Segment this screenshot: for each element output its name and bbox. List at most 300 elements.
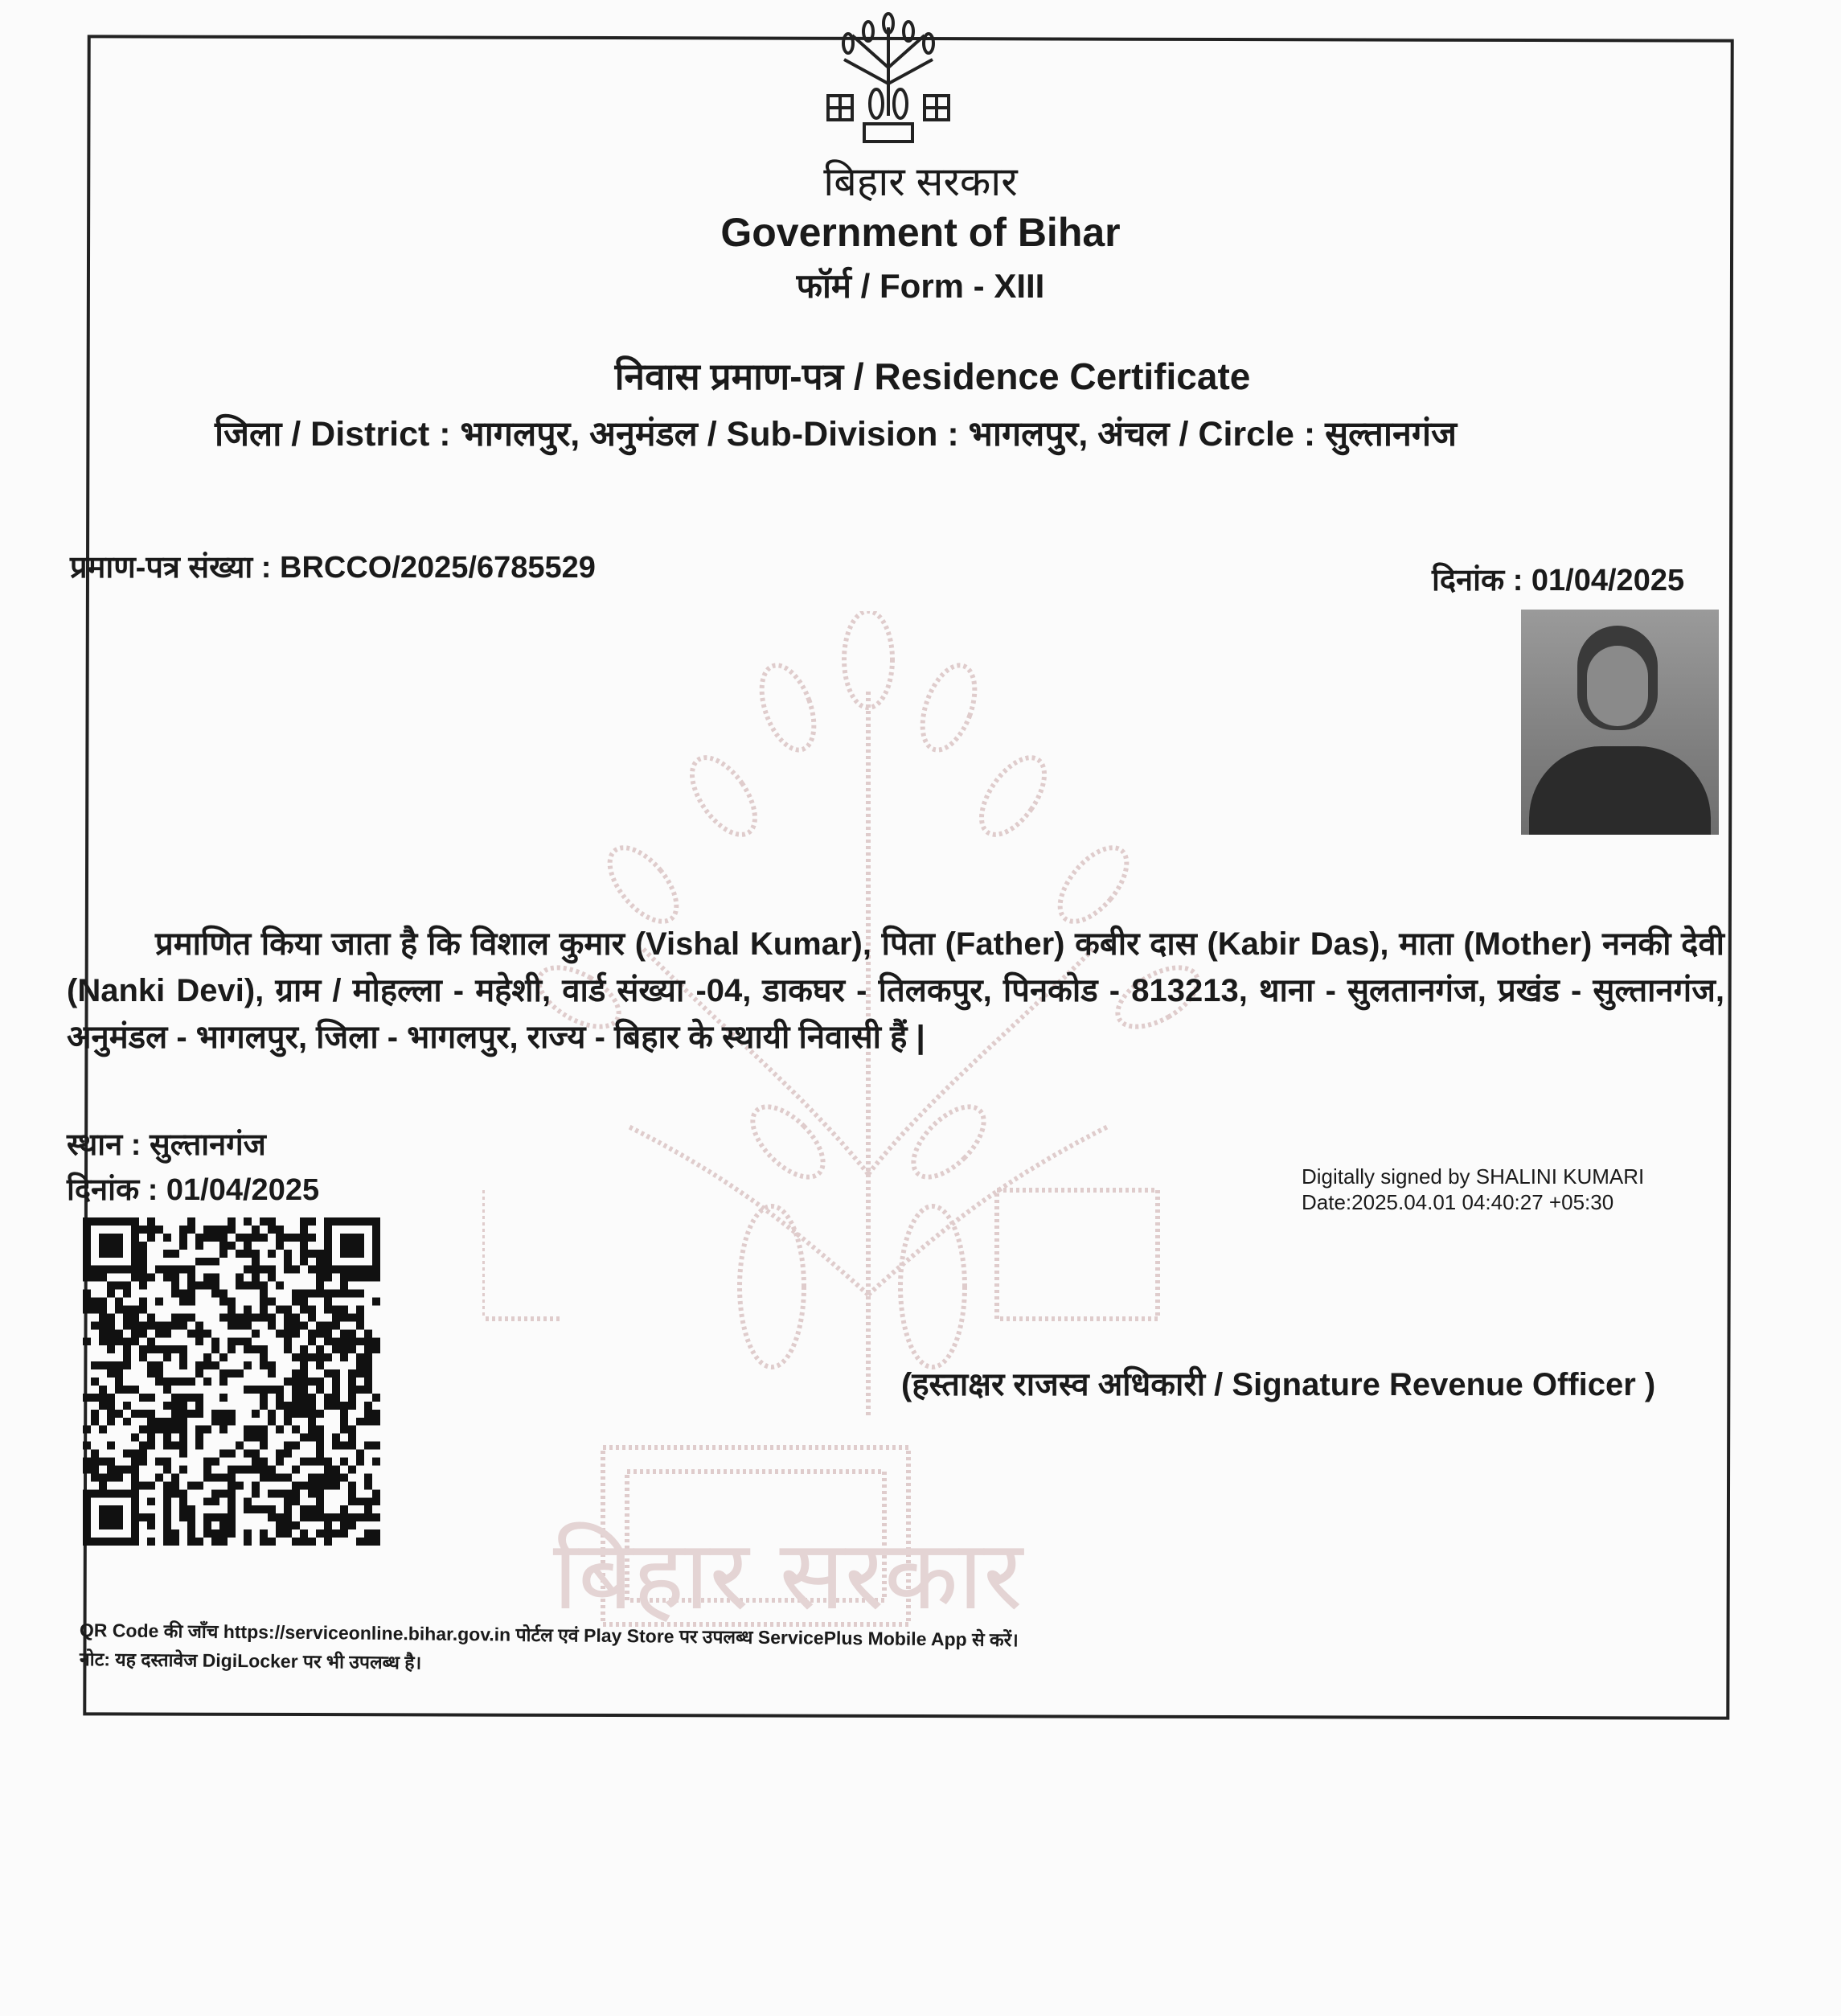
qr-module [139,1274,147,1282]
qr-module [340,1305,348,1313]
qr-module [163,1378,171,1386]
qr-code[interactable] [83,1217,380,1546]
qr-module [308,1250,316,1258]
qr-module [364,1378,372,1386]
qr-module [171,1290,179,1298]
qr-module [131,1329,139,1337]
bihar-emblem-icon [820,11,957,144]
qr-module [131,1538,139,1546]
qr-module [348,1521,356,1529]
qr-module [308,1337,316,1345]
qr-module [115,1386,123,1394]
qr-module [324,1529,332,1538]
qr-module [316,1481,324,1489]
qr-module [131,1521,139,1529]
qr-module [364,1505,372,1513]
qr-module [123,1345,131,1353]
qr-module [147,1369,155,1378]
qr-module [348,1378,356,1386]
qr-module [364,1402,372,1410]
qr-module [179,1489,187,1497]
qr-module [179,1266,187,1274]
qr-module [276,1489,284,1497]
qr-module [123,1450,131,1458]
qr-module [139,1321,147,1329]
qr-module [356,1353,364,1361]
qr-module [372,1410,380,1418]
qr-module [147,1418,155,1426]
qr-module [252,1434,260,1442]
qr-module [228,1481,236,1489]
qr-module [372,1394,380,1402]
bihar-emblem-watermark [482,611,1254,1632]
qr-module [163,1418,171,1426]
digital-signature-date: Date:2025.04.01 04:40:27 +05:30 [1302,1190,1614,1214]
qr-module [292,1386,300,1394]
qr-module [348,1290,356,1298]
qr-module [115,1369,123,1378]
qr-module [163,1321,171,1329]
qr-module [203,1473,211,1481]
qr-module [356,1250,364,1258]
qr-module [284,1521,292,1529]
qr-module [107,1489,115,1497]
qr-module [324,1473,332,1481]
qr-module [83,1521,91,1529]
qr-module [300,1458,308,1466]
qr-module [308,1434,316,1442]
title-hindi: बिहार सरकार [823,159,1018,204]
qr-module [356,1313,364,1321]
qr-module [228,1410,236,1418]
qr-module [276,1329,284,1337]
qr-module [83,1465,91,1473]
qr-module [139,1410,147,1418]
qr-module [99,1305,107,1313]
qr-module [211,1458,219,1466]
qr-module [356,1369,364,1378]
qr-module [99,1298,107,1306]
qr-module [219,1313,228,1321]
qr-module [292,1290,300,1298]
qr-module [99,1505,107,1513]
qr-module [284,1313,292,1321]
qr-module [292,1402,300,1410]
qr-module [195,1242,203,1250]
qr-module [91,1321,99,1329]
qr-module [252,1450,260,1458]
qr-module [131,1337,139,1345]
qr-module [324,1242,332,1250]
qr-module [83,1258,91,1266]
qr-module [316,1266,324,1274]
qr-module [276,1282,284,1290]
qr-module [99,1513,107,1521]
qr-module [195,1234,203,1242]
qr-module [163,1234,171,1242]
qr-module [123,1266,131,1274]
qr-module [284,1329,292,1337]
qr-module [139,1226,147,1234]
qr-module [115,1234,123,1242]
qr-module [203,1529,211,1538]
qr-module [372,1298,380,1306]
qr-module [332,1402,340,1410]
qr-module [155,1418,163,1426]
qr-module [91,1274,99,1282]
qr-module [268,1465,276,1473]
qr-module [316,1442,324,1450]
qr-module [115,1217,123,1226]
qr-module [211,1345,219,1353]
qr-module [332,1337,340,1345]
qr-module [219,1378,228,1386]
qr-module [348,1465,356,1473]
qr-module [123,1290,131,1298]
qr-module [332,1442,340,1450]
qr-module [340,1242,348,1250]
qr-module [364,1418,372,1426]
qr-module [252,1329,260,1337]
qr-module [308,1473,316,1481]
qr-module [372,1274,380,1282]
qr-module [187,1298,195,1306]
qr-module [284,1250,292,1258]
qr-module [99,1402,107,1410]
qr-module [131,1226,139,1234]
qr-module [348,1442,356,1450]
qr-module [179,1378,187,1386]
qr-module [171,1538,179,1546]
qr-module [195,1329,203,1337]
qr-module [332,1313,340,1321]
qr-module [268,1274,276,1282]
qr-module [91,1458,99,1466]
qr-module [115,1521,123,1529]
qr-module [131,1386,139,1394]
qr-module [163,1434,171,1442]
qr-module [107,1266,115,1274]
form-number: फॉर्म / Form - XIII [796,267,1045,305]
qr-module [131,1305,139,1313]
qr-module [268,1217,276,1226]
place: स्थान : सुल्तानगंज [67,1128,266,1162]
qr-module [244,1465,252,1473]
qr-module [131,1513,139,1521]
qr-module [372,1217,380,1226]
qr-module [252,1234,260,1242]
qr-module [107,1505,115,1513]
qr-module [324,1234,332,1242]
qr-module [316,1353,324,1361]
qr-module [163,1489,171,1497]
qr-module [372,1345,380,1353]
qr-module [308,1266,316,1274]
qr-module [300,1410,308,1418]
qr-module [99,1266,107,1274]
qr-module [171,1321,179,1329]
qr-module [268,1226,276,1234]
qr-module [324,1394,332,1402]
qr-module [324,1321,332,1329]
qr-module [155,1426,163,1434]
qr-module [123,1313,131,1321]
qr-module [139,1298,147,1306]
qr-module [348,1426,356,1434]
qr-module [348,1313,356,1321]
qr-module [203,1458,211,1466]
qr-module [228,1513,236,1521]
qr-module [284,1234,292,1242]
qr-module [244,1450,252,1458]
qr-module [131,1434,139,1442]
qr-module [324,1298,332,1306]
qr-module [292,1489,300,1497]
qr-module [364,1266,372,1274]
qr-module [179,1450,187,1458]
qr-module [340,1282,348,1290]
qr-module [147,1521,155,1529]
qr-module [244,1234,252,1242]
qr-module [308,1329,316,1337]
qr-module [260,1234,268,1242]
qr-module [244,1313,252,1321]
qr-module [244,1426,252,1434]
qr-module [83,1513,91,1521]
qr-verification-note: QR Code की जाँच https://serviceonline.bihar.gov.in पोर्टल एवं Play Store पर उपलब्ध ServicePlus Mobile App से करें। [79,1620,1019,1651]
qr-module [228,1217,236,1226]
qr-module [228,1305,236,1313]
qr-module [364,1329,372,1337]
qr-module [107,1321,115,1329]
qr-module [276,1394,284,1402]
qr-module [316,1386,324,1394]
qr-module [308,1489,316,1497]
qr-module [276,1513,284,1521]
qr-module [268,1538,276,1546]
qr-module [91,1473,99,1481]
qr-module [155,1361,163,1369]
qr-module [308,1378,316,1386]
qr-module [219,1242,228,1250]
qr-module [316,1329,324,1337]
qr-module [316,1505,324,1513]
qr-module [187,1313,195,1321]
qr-module [300,1505,308,1513]
qr-module [155,1266,163,1274]
qr-module [260,1298,268,1306]
qr-module [147,1217,155,1226]
qr-module [252,1426,260,1434]
qr-module [91,1489,99,1497]
qr-module [107,1465,115,1473]
qr-module [364,1217,372,1226]
qr-module [107,1250,115,1258]
qr-module [139,1250,147,1258]
qr-module [268,1298,276,1306]
qr-module [163,1497,171,1505]
certificate-title: निवास प्रमाण-पत्र / Residence Certificate [614,355,1251,397]
qr-module [356,1290,364,1298]
qr-module [292,1521,300,1529]
qr-module [324,1353,332,1361]
qr-module [372,1489,380,1497]
qr-module [195,1361,203,1369]
qr-module [340,1402,348,1410]
qr-module [115,1410,123,1418]
qr-module [171,1402,179,1410]
qr-module [228,1473,236,1481]
qr-module [348,1369,356,1378]
qr-module [284,1489,292,1497]
qr-module [179,1394,187,1402]
qr-module [219,1369,228,1378]
qr-module [340,1266,348,1274]
qr-module [123,1305,131,1313]
qr-module [244,1337,252,1345]
qr-module [300,1298,308,1306]
qr-module [147,1426,155,1434]
qr-module [276,1234,284,1242]
qr-module [348,1394,356,1402]
qr-module [211,1226,219,1234]
qr-module [155,1473,163,1481]
qr-module [139,1345,147,1353]
qr-module [332,1513,340,1521]
qr-module [107,1458,115,1466]
qr-module [211,1274,219,1282]
jurisdiction-line: जिला / District : भागलपुर, अनुमंडल / Sub-Division : भागलपुर, अंचल / Circle : सुल्तानगंज [215,415,1457,454]
qr-module [324,1465,332,1473]
qr-module [260,1505,268,1513]
qr-module [171,1394,179,1402]
qr-module [300,1394,308,1402]
qr-module [316,1458,324,1466]
qr-module [107,1394,115,1402]
qr-module [123,1489,131,1497]
qr-module [187,1290,195,1298]
qr-module [219,1513,228,1521]
qr-module [300,1378,308,1386]
qr-module [252,1313,260,1321]
qr-module [147,1434,155,1442]
qr-module [147,1394,155,1402]
qr-module [292,1369,300,1378]
qr-module [187,1266,195,1274]
qr-module [219,1298,228,1306]
qr-module [276,1386,284,1394]
qr-module [211,1497,219,1505]
qr-module [123,1465,131,1473]
qr-module [195,1538,203,1546]
qr-module [308,1353,316,1361]
qr-module [300,1513,308,1521]
qr-module [244,1250,252,1258]
qr-module [276,1242,284,1250]
qr-module [324,1226,332,1234]
qr-module [107,1361,115,1369]
qr-module [364,1337,372,1345]
qr-module [147,1226,155,1234]
qr-module [99,1313,107,1321]
qr-module [139,1282,147,1290]
qr-module [107,1345,115,1353]
qr-module [211,1282,219,1290]
qr-module [332,1394,340,1402]
qr-module [155,1369,163,1378]
qr-module [300,1242,308,1250]
qr-module [147,1313,155,1321]
qr-module [83,1394,91,1402]
qr-module [203,1378,211,1386]
qr-module [372,1337,380,1345]
qr-module [252,1345,260,1353]
qr-module [107,1521,115,1529]
qr-module [211,1489,219,1497]
qr-module [171,1481,179,1489]
qr-module [228,1529,236,1538]
qr-module [356,1321,364,1329]
qr-module [276,1529,284,1538]
qr-module [195,1369,203,1378]
qr-module [340,1473,348,1481]
qr-module [372,1418,380,1426]
qr-module [163,1386,171,1394]
qr-module [115,1465,123,1473]
qr-module [107,1337,115,1345]
qr-module [115,1337,123,1345]
qr-module [171,1313,179,1321]
qr-module [139,1442,147,1450]
qr-module [228,1345,236,1353]
qr-module [147,1513,155,1521]
qr-module [316,1410,324,1418]
qr-module [107,1313,115,1321]
qr-module [284,1410,292,1418]
qr-module [163,1521,171,1529]
qr-module [332,1305,340,1313]
qr-module [364,1369,372,1378]
qr-module [340,1426,348,1434]
qr-module [83,1529,91,1538]
qr-module [171,1378,179,1386]
qr-module [187,1226,195,1234]
qr-module [195,1402,203,1410]
qr-module [203,1234,211,1242]
qr-module [107,1282,115,1290]
qr-module [147,1410,155,1418]
qr-module [139,1329,147,1337]
qr-module [99,1274,107,1282]
qr-module [91,1217,99,1226]
qr-module [316,1250,324,1258]
qr-module [356,1266,364,1274]
qr-module [292,1313,300,1321]
qr-module [211,1234,219,1242]
qr-module [284,1345,292,1353]
qr-module [260,1442,268,1450]
qr-module [219,1426,228,1434]
qr-module [179,1290,187,1298]
qr-module [340,1217,348,1226]
qr-module [316,1489,324,1497]
qr-module [252,1258,260,1266]
qr-module [211,1513,219,1521]
qr-module [252,1481,260,1489]
qr-module [99,1337,107,1345]
qr-module [203,1361,211,1369]
qr-module [260,1538,268,1546]
